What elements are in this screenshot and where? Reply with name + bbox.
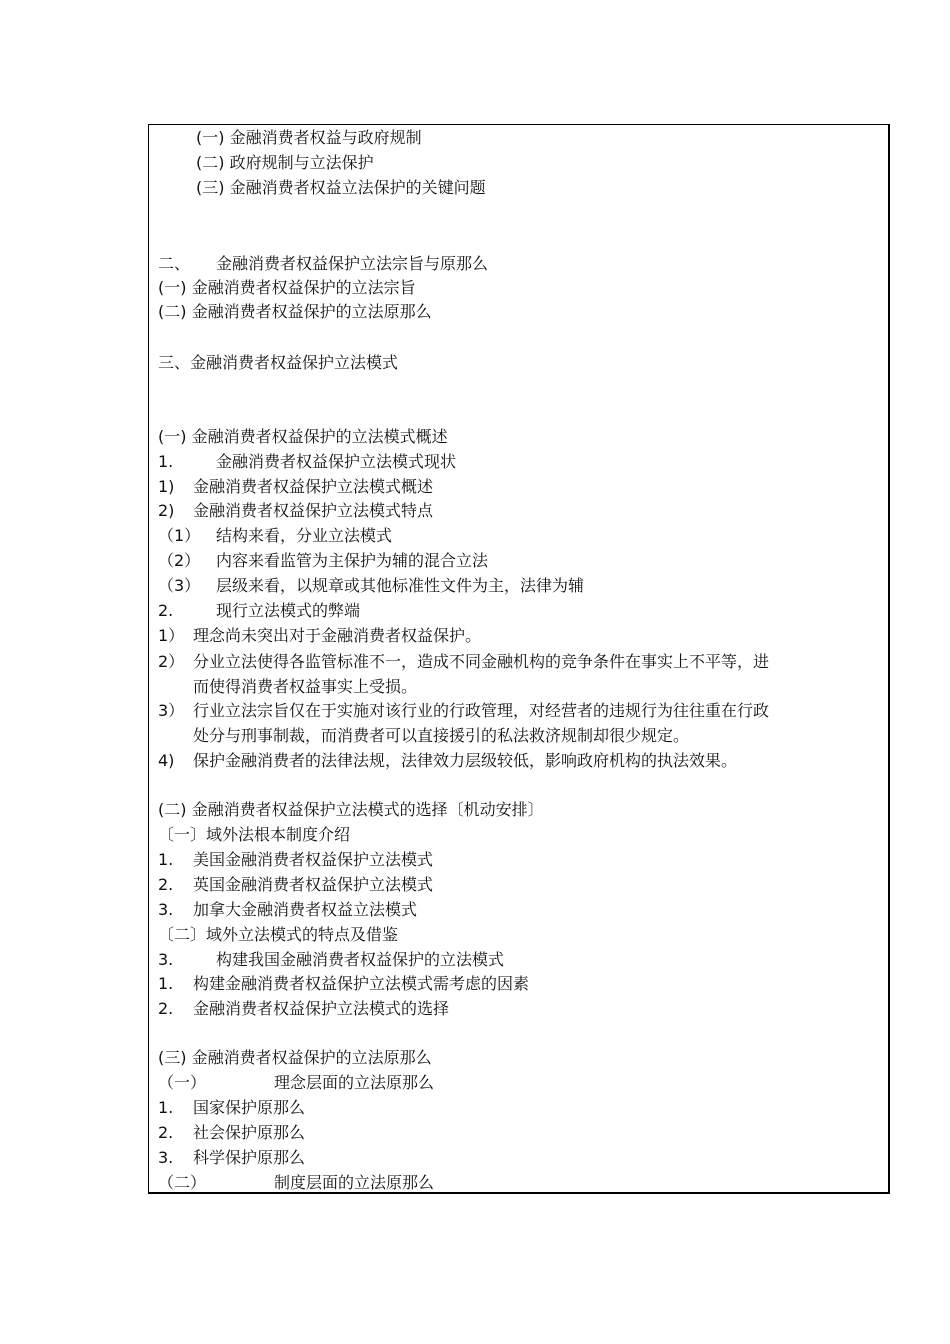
outline-line: 3） 行业立法宗旨仅在于实施对该行业的行政管理，对经营者的违规行为往往重在行政 <box>158 701 770 720</box>
outline-line: 〔二〕域外立法模式的特点及借鉴 <box>158 925 399 944</box>
outline-line: (三) 金融消费者权益保护的立法原那么 <box>158 1048 432 1067</box>
outline-line-continuation: 而使得消费者权益事实上受损。 <box>193 677 418 696</box>
outline-line: (一) 金融消费者权益与政府规制 <box>196 128 422 147</box>
outline-line: (一) 金融消费者权益保护的立法模式概述 <box>158 427 448 446</box>
outline-line: 1. 国家保护原那么 <box>158 1098 306 1117</box>
outline-line: 1. 美国金融消费者权益保护立法模式 <box>158 850 434 869</box>
outline-line: 3. 科学保护原那么 <box>158 1148 306 1167</box>
outline-line: 2. 英国金融消费者权益保护立法模式 <box>158 875 434 894</box>
section-heading: 二、 金融消费者权益保护立法宗旨与原那么 <box>158 254 489 273</box>
outline-line: （1） 结构来看，分业立法模式 <box>158 526 393 545</box>
outline-line: (二) 金融消费者权益保护立法模式的选择〔机动安排〕 <box>158 800 544 819</box>
outline-line: 2. 社会保护原那么 <box>158 1123 306 1142</box>
outline-line: 2. 金融消费者权益保护立法模式的选择 <box>158 999 450 1018</box>
outline-line: 〔一〕域外法根本制度介绍 <box>158 825 351 844</box>
outline-line: 2） 分业立法使得各监管标准不一，造成不同金融机构的竞争条件在事实上不平等，进 <box>158 652 770 671</box>
outline-line: 1. 金融消费者权益保护立法模式现状 <box>158 452 457 471</box>
outline-line: (二) 政府规制与立法保护 <box>196 153 374 172</box>
outline-line: （一） 理念层面的立法原那么 <box>158 1073 435 1092</box>
outline-line: 1. 构建金融消费者权益保护立法模式需考虑的因素 <box>158 974 530 993</box>
outline-line: 1） 理念尚未突出对于金融消费者权益保护。 <box>158 626 482 645</box>
outline-line: （2） 内容来看监管为主保护为辅的混合立法 <box>158 551 489 570</box>
outline-line: (三) 金融消费者权益立法保护的关键问题 <box>196 178 486 197</box>
section-heading: 三、金融消费者权益保护立法模式 <box>158 353 399 372</box>
outline-line: (二) 金融消费者权益保护的立法原那么 <box>158 302 432 321</box>
outline-line: 3. 加拿大金融消费者权益立法模式 <box>158 900 418 919</box>
outline-line: 2. 现行立法模式的弊端 <box>158 601 361 620</box>
outline-line: 4) 保护金融消费者的法律法规，法律效力层级较低，影响政府机构的执法效果。 <box>158 751 738 770</box>
outline-line: （3） 层级来看，以规章或其他标准性文件为主，法律为辅 <box>158 576 585 595</box>
outline-line: （二） 制度层面的立法原那么 <box>158 1173 435 1192</box>
outline-line: 3. 构建我国金融消费者权益保护的立法模式 <box>158 950 505 969</box>
outline-line: 1) 金融消费者权益保护立法模式概述 <box>158 477 434 496</box>
outline-line: 2) 金融消费者权益保护立法模式特点 <box>158 501 434 520</box>
outline-line: (一) 金融消费者权益保护的立法宗旨 <box>158 278 416 297</box>
outline-line-continuation: 处分与刑事制裁，而消费者可以直接援引的私法救济规制却很少规定。 <box>193 726 690 745</box>
